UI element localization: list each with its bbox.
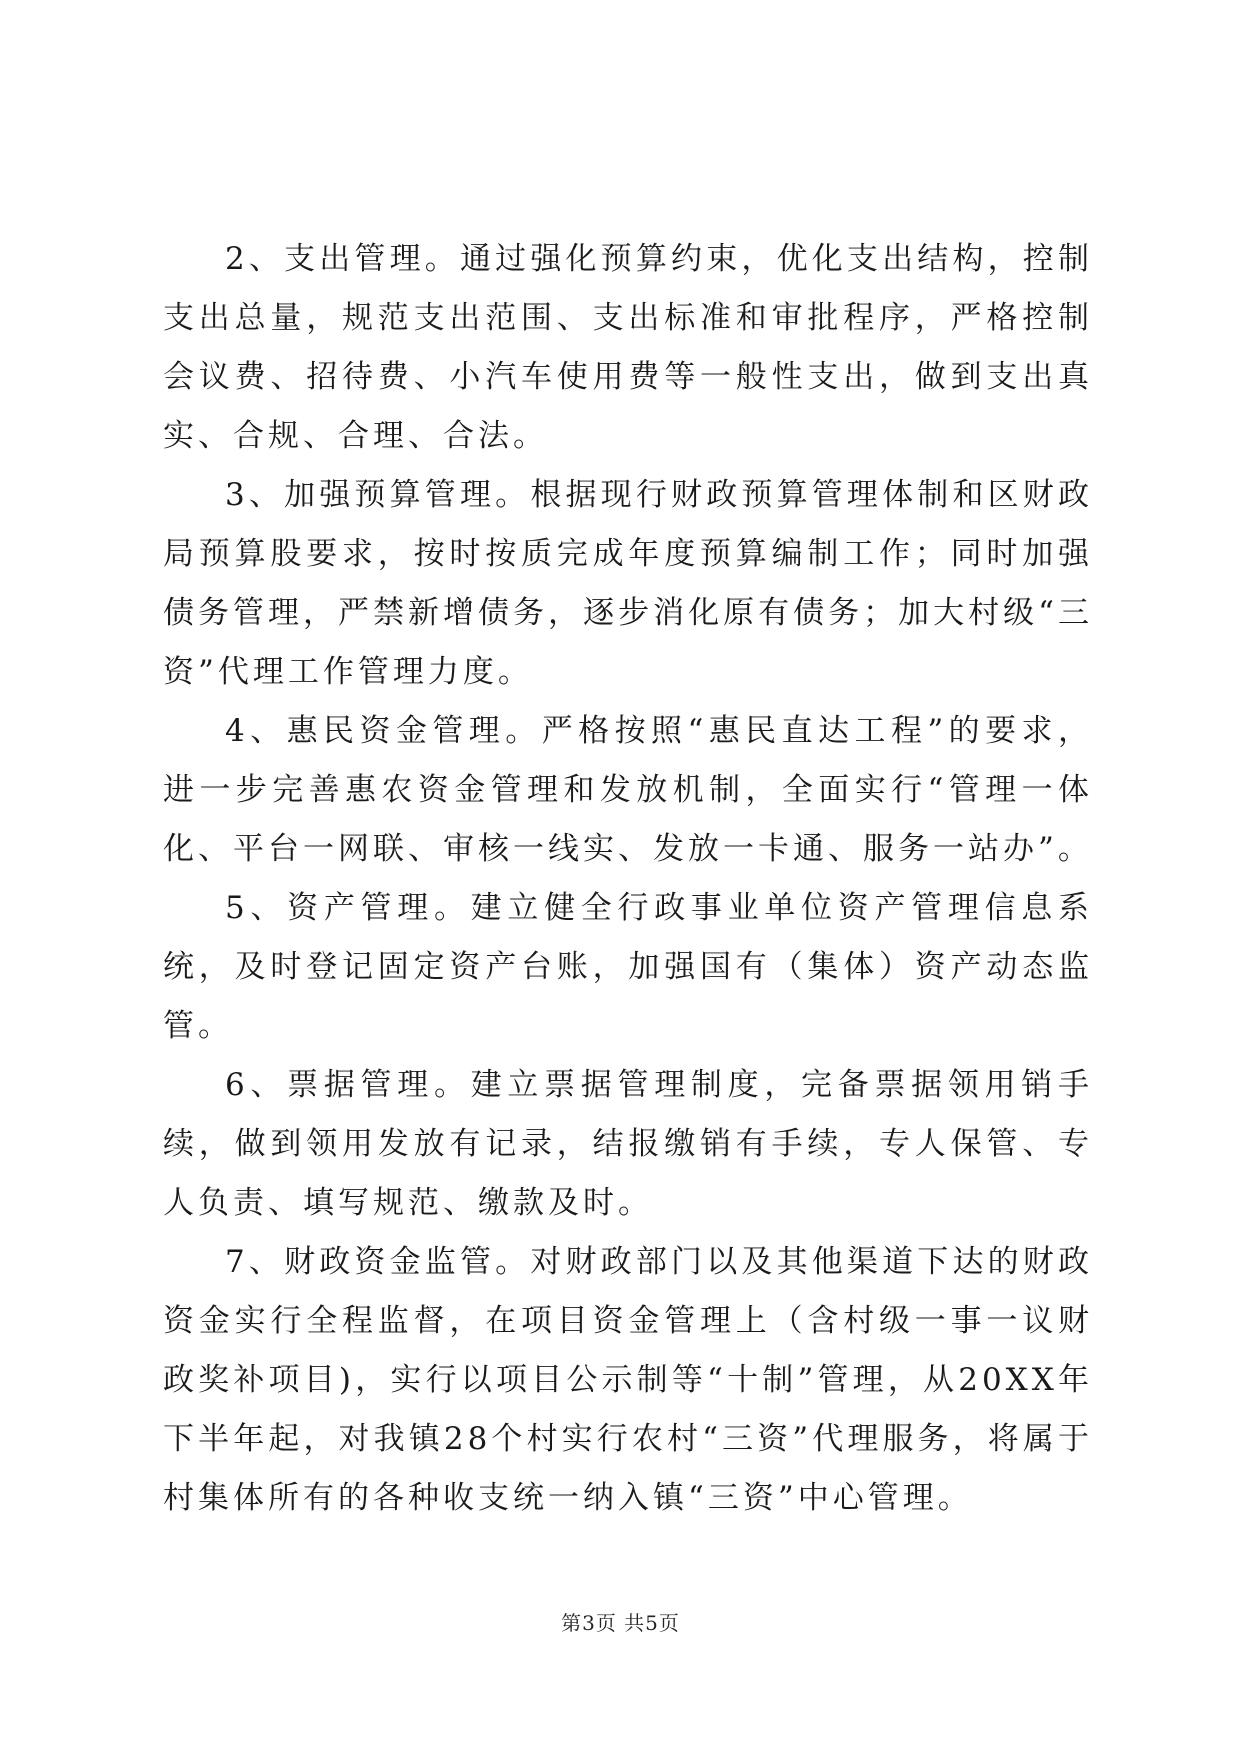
paragraph-fiscal-funds-supervision: 7、财政资金监管。对财政部门以及其他渠道下达的财政资金实行全程监督，在项目资金管理上（含村级一事一议财政奖补项目)，实行以项目公示制等“十制”管理，从20XX年下半年起，对我镇28个村实行农村“三资”代理服务，将属于村集体所有的各种收支统一纳入镇“三资”中心管理。 [163, 1244, 1093, 1516]
paragraph-expenditure-management: 2、支出管理。通过强化预算约束，优化支出结构，控制支出总量，规范支出范围、支出标准和审批程序，严格控制会议费、招待费、小汽车使用费等一般性支出，做到支出真实、合规、合理、合法。 [163, 241, 1093, 454]
paragraph-budget-management: 3、加强预算管理。根据现行财政预算管理体制和区财政局预算股要求，按时按质完成年度预算编制工作；同时加强债务管理，严禁新增债务，逐步消化原有债务；加大村级“三资”代理工作管理力度。 [163, 477, 1093, 690]
paragraph-asset-management: 5、资产管理。建立健全行政事业单位资产管理信息系统，及时登记固定资产台账，加强国有（集体）资产动态监管。 [163, 890, 1093, 1044]
paragraph-benefit-funds-management: 4、惠民资金管理。严格按照“惠民直达工程”的要求，进一步完善惠农资金管理和发放机制，全面实行“管理一体化、平台一网联、审核一线实、发放一卡通、服务一站办”。 [163, 713, 1093, 867]
paragraph-receipt-management: 6、票据管理。建立票据管理制度，完备票据领用销手续，做到领用发放有记录，结报缴销有手续，专人保管、专人负责、填写规范、缴款及时。 [163, 1067, 1093, 1221]
document-body [163, 230, 1093, 1528]
page-number-footer: 第3页 共5页 [561, 1611, 680, 1635]
